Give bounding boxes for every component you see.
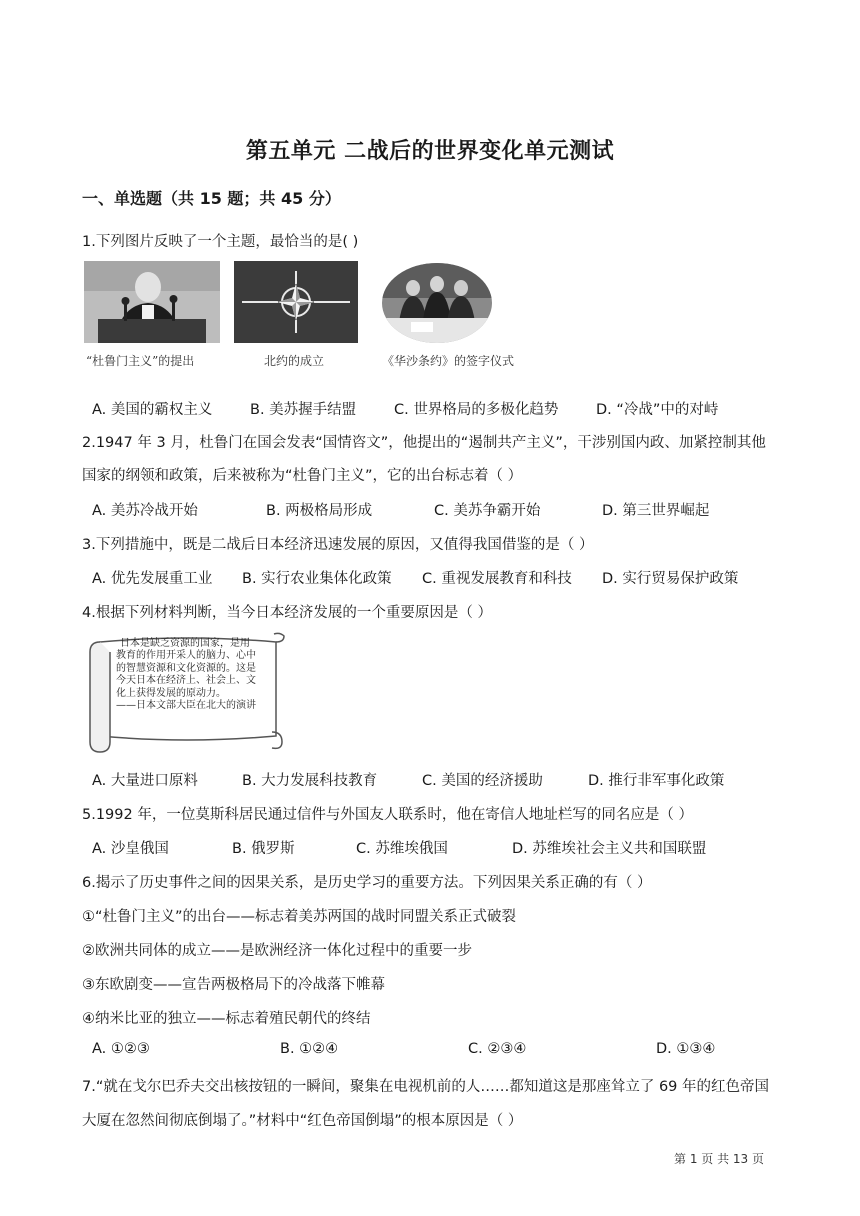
- scroll-line-4: 今天日本在经济上、社会上、文: [116, 675, 256, 687]
- q2-option-b[interactable]: B. 两极格局形成: [266, 503, 373, 519]
- q4-option-c[interactable]: C. 美国的经济援助: [422, 773, 543, 789]
- q4-option-d[interactable]: D. 推行非军事化政策: [588, 773, 725, 789]
- question-2-line-2: 国家的纲领和政策，后来被称为“杜鲁门主义”，它的出台标志着（ ）: [82, 468, 523, 484]
- q3-option-d[interactable]: D. 实行贸易保护政策: [602, 571, 739, 587]
- caption-nato: 北约的成立: [264, 354, 325, 368]
- q5-option-a[interactable]: A. 沙皇俄国: [92, 841, 169, 857]
- scroll-line-3: 的智慧资源和文化资源的。这是: [116, 662, 256, 674]
- q1-option-a[interactable]: A. 美国的霸权主义: [92, 402, 213, 418]
- question-7-line-2: 大厦在忽然间彻底倒塌了。”材料中“红色帝国倒塌”的根本原因是（ ）: [82, 1113, 523, 1129]
- warsaw-pact-photo: [381, 262, 493, 344]
- scroll-line-1: 日本是缺乏资源的国家，是用: [120, 638, 250, 649]
- scroll-material-image: [86, 632, 286, 754]
- q6-statement-3: ③东欧剧变——宣告两极格局下的冷战落下帷幕: [82, 977, 385, 993]
- page-title: 第五单元 二战后的世界变化单元测试: [245, 139, 615, 164]
- q6-option-b[interactable]: B. ①②④: [280, 1041, 339, 1057]
- q5-option-d[interactable]: D. 苏维埃社会主义共和国联盟: [512, 841, 707, 857]
- q4-option-a[interactable]: A. 大量进口原料: [92, 773, 198, 789]
- q6-option-d[interactable]: D. ①③④: [656, 1041, 716, 1057]
- q2-option-c[interactable]: C. 美苏争霸开始: [434, 503, 541, 519]
- section-heading: 一、单选题（共 15 题；共 45 分）: [82, 189, 341, 208]
- q1-option-d[interactable]: D. “冷战”中的对峙: [596, 402, 719, 418]
- q6-statement-2: ②欧洲共同体的成立——是欧洲经济一体化过程中的重要一步: [82, 943, 472, 959]
- q5-option-b[interactable]: B. 俄罗斯: [232, 841, 295, 857]
- page-footer: 第 1 页 共 13 页: [674, 1152, 764, 1166]
- q1-option-c[interactable]: C. 世界格局的多极化趋势: [394, 402, 559, 418]
- q6-statement-1: ①“杜鲁门主义”的出台——标志着美苏两国的战时同盟关系正式破裂: [82, 909, 517, 925]
- q3-option-c[interactable]: C. 重视发展教育和科技: [422, 571, 572, 587]
- q2-option-d[interactable]: D. 第三世界崛起: [602, 503, 710, 519]
- scroll-line-5: 化上获得发展的原动力。: [116, 687, 226, 699]
- question-4-stem: 4.根据下列材料判断，当今日本经济发展的一个重要原因是（ ）: [82, 605, 492, 621]
- nato-flag-image: [234, 261, 358, 343]
- q4-option-b[interactable]: B. 大力发展科技教育: [242, 773, 378, 789]
- question-7-line-1: 7.“就在戈尔巴乔夫交出核按钮的一瞬间，聚集在电视机前的人……都知道这是那座耸立了 69 年的红色帝国: [82, 1079, 770, 1095]
- question-2-line-1: 2.1947 年 3 月，杜鲁门在国会发表“国情咨文”，他提出的“遏制共产主义”，干涉别国内政、加紧控制其他: [82, 435, 766, 451]
- q2-option-a[interactable]: A. 美苏冷战开始: [92, 503, 198, 519]
- q3-option-b[interactable]: B. 实行农业集体化政策: [242, 571, 392, 587]
- q6-statement-4: ④纳米比亚的独立——标志着殖民朝代的终结: [82, 1011, 371, 1027]
- truman-doctrine-photo: [84, 261, 220, 343]
- caption-warsaw-pact: 《华沙条约》的签字仪式: [382, 354, 515, 368]
- q3-option-a[interactable]: A. 优先发展重工业: [92, 571, 213, 587]
- caption-truman-doctrine: “杜鲁门主义”的提出: [86, 354, 195, 368]
- q6-option-c[interactable]: C. ②③④: [468, 1041, 527, 1057]
- question-6-stem: 6.揭示了历史事件之间的因果关系，是历史学习的重要方法。下列因果关系正确的有（ ）: [82, 875, 652, 891]
- q5-option-c[interactable]: C. 苏维埃俄国: [356, 841, 448, 857]
- q6-option-a[interactable]: A. ①②③: [92, 1041, 150, 1057]
- scroll-line-2: 教育的作用开采人的脑力、心中: [116, 650, 256, 662]
- question-5-stem: 5.1992 年，一位莫斯科居民通过信件与外国友人联系时，他在寄信人地址栏写的同名应是（ ）: [82, 807, 693, 823]
- question-1-stem: 1.下列图片反映了一个主题，最恰当的是( ): [82, 234, 359, 250]
- scroll-line-6: ——日本文部大臣在北大的演讲: [116, 700, 256, 712]
- q1-option-b[interactable]: B. 美苏握手结盟: [250, 402, 357, 418]
- question-3-stem: 3.下列措施中，既是二战后日本经济迅速发展的原因，又值得我国借鉴的是（ ）: [82, 537, 594, 553]
